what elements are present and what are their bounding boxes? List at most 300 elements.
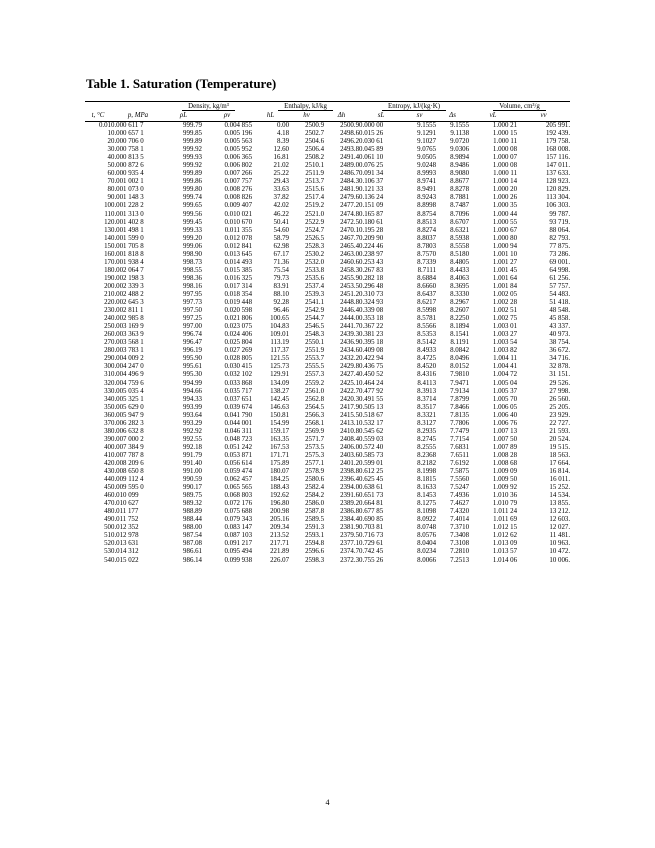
table-row <box>85 420 570 428</box>
cell-entropy-vapor: 8.0066 <box>417 556 437 564</box>
cell-pressure: 0.002 645 3 <box>111 299 144 307</box>
cell-entropy-liquid: 0.061 10 <box>359 154 384 162</box>
cell-volume-liquid: 1.000 80 <box>492 234 518 242</box>
cell-temperature: 26 <box>104 331 111 339</box>
cell-density-liquid: 987.54 <box>183 532 202 540</box>
cell-volume-vapor: 38 754. <box>549 339 571 347</box>
cell-entropy-liquid: 0.324 93 <box>359 299 384 307</box>
cell-density-liquid: 992.55 <box>183 435 202 443</box>
cell-entropy-difference: 7.8799 <box>450 395 470 403</box>
cell-entropy-difference: 8.4063 <box>450 274 470 282</box>
cell-density-liquid: 999.86 <box>183 178 202 186</box>
cell-entropy-difference: 8.7096 <box>450 210 470 218</box>
cell-entropy-difference: 7.7806 <box>450 419 470 427</box>
cell-temperature: 34 <box>104 395 111 403</box>
cell-entropy-vapor: 8.5142 <box>417 339 437 347</box>
cell-volume-liquid: 1.007 89 <box>492 443 518 451</box>
cell-entropy-liquid: 0.030 61 <box>359 138 384 146</box>
cell-pressure: 0.001 313 0 <box>111 210 144 218</box>
cell-temperature: 18 <box>104 266 111 274</box>
cell-density-liquid: 992.18 <box>183 443 202 451</box>
cell-entropy-liquid: 0.381 23 <box>359 331 384 339</box>
cell-entropy-liquid: 0.000 00 <box>359 122 384 129</box>
cell-enthalpy-difference: 2374.7 <box>340 548 360 556</box>
cell-enthalpy-difference: 2470.1 <box>340 226 360 234</box>
cell-pressure: 0.001 148 3 <box>111 194 144 202</box>
cell-entropy-vapor: 8.3321 <box>417 411 437 419</box>
cell-entropy-difference: 7.5560 <box>450 476 470 484</box>
cell-volume-liquid: 1.000 67 <box>492 226 518 234</box>
cell-enthalpy-vapor: 2571.7 <box>305 435 325 443</box>
cell-density-vapor: 0.005 952 <box>224 146 253 154</box>
cell-entropy-liquid: 0.015 26 <box>359 130 384 138</box>
cell-entropy-liquid: 0.195 28 <box>359 226 384 234</box>
table-row <box>85 154 570 162</box>
table-row <box>85 540 570 548</box>
cell-entropy-difference: 7.4320 <box>450 508 470 516</box>
table-row <box>85 211 570 219</box>
cell-entropy-difference: 8.7487 <box>450 202 470 210</box>
cell-volume-liquid: 1.008 68 <box>492 459 518 467</box>
cell-pressure: 0.000 758 1 <box>111 146 144 154</box>
cell-volume-vapor: 54 483. <box>549 290 571 298</box>
cell-density-liquid: 999.89 <box>183 138 202 146</box>
cell-enthalpy-difference: 2394.0 <box>340 484 360 492</box>
cell-enthalpy-liquid: 129.91 <box>270 371 290 379</box>
cell-volume-vapor: 18 563. <box>549 451 571 459</box>
cell-enthalpy-difference: 2463.0 <box>340 250 360 258</box>
cell-density-vapor: 0.016 325 <box>224 274 253 282</box>
cell-entropy-difference: 8.3330 <box>450 290 470 298</box>
cell-pressure: 0.014 312 <box>111 548 139 556</box>
cell-entropy-vapor: 8.7570 <box>417 250 437 258</box>
table-row <box>85 548 570 556</box>
cell-temperature: 35 <box>104 403 111 411</box>
cell-entropy-difference: 7.9134 <box>450 387 470 395</box>
cell-enthalpy-difference: 2465.4 <box>340 242 360 250</box>
cell-density-liquid: 988.44 <box>183 516 202 524</box>
table-row <box>85 500 570 508</box>
cell-density-liquid: 997.00 <box>183 323 202 331</box>
cell-density-vapor: 0.013 645 <box>224 250 253 258</box>
cell-enthalpy-liquid: 25.22 <box>273 170 290 178</box>
cell-entropy-vapor: 8.4933 <box>417 347 437 355</box>
cell-enthalpy-liquid: 50.41 <box>273 218 290 226</box>
cell-pressure: 0.006 632 8 <box>111 427 144 435</box>
cell-density-vapor: 0.072 176 <box>224 500 253 508</box>
cell-volume-vapor: 14 534. <box>549 492 571 500</box>
cell-entropy-liquid: 0.518 67 <box>359 411 384 419</box>
cell-pressure: 0.005 947 9 <box>111 411 144 419</box>
cell-volume-liquid: 1.013 57 <box>492 548 518 556</box>
cell-volume-vapor: 82 793. <box>549 234 571 242</box>
enthalpy-group-label: Enthalpy, kJ/kg <box>252 102 359 113</box>
cell-enthalpy-vapor: 2562.8 <box>305 395 325 403</box>
cell-volume-vapor: 64 998. <box>549 266 571 274</box>
cell-volume-vapor: 22 727. <box>549 419 571 427</box>
cell-volume-vapor: 12 603. <box>549 516 571 524</box>
cell-temperature: 3 <box>107 146 111 154</box>
cell-enthalpy-difference: 2453.5 <box>340 282 360 290</box>
cell-pressure: 0.001 002 1 <box>111 178 144 186</box>
cell-pressure: 0.004 009 2 <box>111 355 144 363</box>
table-header <box>85 102 570 122</box>
cell-volume-liquid: 1.010 79 <box>492 500 518 508</box>
table-row <box>85 557 570 565</box>
cell-density-liquid: 991.79 <box>183 451 202 459</box>
cell-entropy-difference: 8.6321 <box>450 226 470 234</box>
cell-enthalpy-liquid: 21.02 <box>273 162 290 170</box>
cell-entropy-difference: 8.7881 <box>450 194 470 202</box>
cell-volume-liquid: 1.001 84 <box>492 282 518 290</box>
cell-enthalpy-vapor: 2568.1 <box>305 419 325 427</box>
cell-volume-liquid: 1.000 26 <box>492 194 518 202</box>
cell-temperature: 0.01 <box>98 122 111 129</box>
cell-enthalpy-liquid: 0.00 <box>276 122 290 129</box>
cell-entropy-liquid: 0.572 40 <box>359 443 384 451</box>
cell-enthalpy-difference: 2489.0 <box>340 162 360 170</box>
cell-entropy-vapor: 8.4725 <box>417 355 437 363</box>
cell-density-liquid: 999.93 <box>183 154 202 162</box>
cell-entropy-vapor: 8.0404 <box>417 540 437 548</box>
table-row <box>85 388 570 396</box>
cell-volume-vapor: 157 116. <box>546 154 571 162</box>
cell-volume-liquid: 1.000 20 <box>492 186 518 194</box>
cell-enthalpy-vapor: 2559.2 <box>305 379 325 387</box>
cell-density-liquid: 993.99 <box>183 403 202 411</box>
cell-volume-liquid: 1.000 35 <box>492 202 518 210</box>
cell-entropy-vapor: 9.1555 <box>417 122 437 129</box>
cell-density-vapor: 0.099 938 <box>224 556 253 564</box>
cell-enthalpy-difference: 2432.2 <box>340 355 360 363</box>
cell-volume-vapor: 51 418. <box>549 299 571 307</box>
cell-entropy-vapor: 8.4520 <box>417 363 437 371</box>
cell-enthalpy-difference: 2401.2 <box>340 459 360 467</box>
cell-enthalpy-liquid: 171.71 <box>270 451 290 459</box>
cell-entropy-vapor: 9.1291 <box>417 130 437 138</box>
cell-volume-vapor: 32 878. <box>549 363 571 371</box>
cell-enthalpy-vapor: 2517.4 <box>305 194 325 202</box>
cell-density-vapor: 0.051 242 <box>224 443 253 451</box>
cell-enthalpy-vapor: 2528.3 <box>305 242 325 250</box>
cell-enthalpy-difference: 2372.3 <box>340 556 360 564</box>
cell-pressure: 0.012 978 <box>111 532 139 540</box>
cell-enthalpy-vapor: 2519.2 <box>305 202 325 210</box>
cell-volume-liquid: 1.005 04 <box>492 379 518 387</box>
cell-pressure: 0.008 650 8 <box>111 468 144 476</box>
cell-enthalpy-vapor: 2535.6 <box>305 274 325 282</box>
cell-density-vapor: 0.025 804 <box>224 339 253 347</box>
cell-temperature: 44 <box>104 476 111 484</box>
table-row <box>85 331 570 339</box>
cell-temperature: 5 <box>107 162 111 170</box>
cell-enthalpy-vapor: 2526.5 <box>305 234 325 242</box>
cell-temperature: 28 <box>104 347 111 355</box>
cell-enthalpy-liquid: 46.22 <box>273 210 290 218</box>
cell-density-liquid: 999.92 <box>183 162 202 170</box>
cell-entropy-vapor: 8.5998 <box>417 307 437 315</box>
cell-temperature: 27 <box>104 339 111 347</box>
cell-enthalpy-difference: 2398.8 <box>340 468 360 476</box>
cell-enthalpy-liquid: 42.02 <box>273 202 290 210</box>
cell-pressure: 0.001 228 2 <box>111 202 144 210</box>
table-row <box>85 235 570 243</box>
cell-density-liquid: 991.40 <box>183 459 202 467</box>
cell-density-vapor: 0.006 365 <box>224 154 253 162</box>
cell-entropy-vapor: 9.0248 <box>417 162 437 170</box>
cell-enthalpy-liquid: 92.28 <box>273 299 290 307</box>
cell-enthalpy-difference: 2403.6 <box>340 451 360 459</box>
cell-density-liquid: 988.89 <box>183 508 202 516</box>
cell-enthalpy-vapor: 2546.5 <box>305 323 325 331</box>
cell-volume-vapor: 10 472. <box>549 548 571 556</box>
cell-density-vapor: 0.019 448 <box>224 299 253 307</box>
cell-pressure: 0.013 631 <box>111 540 139 548</box>
cell-temperature: 22 <box>104 299 111 307</box>
cell-density-vapor: 0.032 102 <box>224 371 253 379</box>
cell-entropy-vapor: 8.4113 <box>417 379 437 387</box>
cell-entropy-liquid: 0.532 17 <box>359 419 384 427</box>
cell-density-liquid: 994.99 <box>183 379 202 387</box>
cell-entropy-difference: 7.4627 <box>450 500 470 508</box>
cell-entropy-vapor: 8.6884 <box>417 274 437 282</box>
cell-enthalpy-liquid: 33.63 <box>273 186 290 194</box>
cell-enthalpy-vapor: 2530.2 <box>305 250 325 258</box>
cell-density-vapor: 0.037 651 <box>224 395 253 403</box>
cell-volume-liquid: 1.002 51 <box>492 307 518 315</box>
cell-enthalpy-difference: 2377.1 <box>340 540 360 548</box>
cell-enthalpy-difference: 2479.6 <box>340 194 360 202</box>
cell-entropy-difference: 7.6192 <box>450 459 470 467</box>
cell-volume-liquid: 1.007 13 <box>492 427 518 435</box>
cell-entropy-liquid: 0.599 01 <box>359 459 384 467</box>
cell-enthalpy-vapor: 2506.4 <box>305 146 325 154</box>
table-row <box>85 508 570 516</box>
cell-temperature: 41 <box>104 451 111 459</box>
table-row <box>85 315 570 323</box>
cell-pressure: 0.000 611 7 <box>111 122 144 129</box>
cell-temperature: 9 <box>107 194 111 202</box>
cell-entropy-liquid: 0.477 92 <box>359 387 384 395</box>
cell-pressure: 0.005 629 0 <box>111 403 144 411</box>
cell-entropy-vapor: 8.2182 <box>417 459 437 467</box>
cell-entropy-liquid: 0.091 34 <box>359 170 384 178</box>
cell-enthalpy-difference: 2491.4 <box>340 154 360 162</box>
table-row <box>85 323 570 331</box>
cell-entropy-liquid: 0.136 24 <box>359 194 384 202</box>
cell-pressure: 0.003 783 1 <box>111 347 144 355</box>
cell-volume-vapor: 137 633. <box>545 170 571 178</box>
cell-volume-vapor: 13 212. <box>549 508 571 516</box>
cell-entropy-liquid: 0.106 37 <box>359 178 384 186</box>
cell-enthalpy-difference: 2434.6 <box>340 347 360 355</box>
cell-entropy-liquid: 0.367 22 <box>359 323 384 331</box>
cell-pressure: 0.001 402 8 <box>111 218 144 226</box>
cell-volume-vapor: 61 256. <box>549 274 571 282</box>
cell-volume-liquid: 1.011 69 <box>493 516 518 524</box>
cell-density-liquid: 995.90 <box>183 355 202 363</box>
cell-pressure: 0.009 595 0 <box>111 484 144 492</box>
cell-enthalpy-liquid: 4.18 <box>276 130 290 138</box>
cell-density-vapor: 0.075 688 <box>224 508 253 516</box>
cell-volume-vapor: 113 304. <box>546 194 571 202</box>
cell-density-vapor: 0.004 855 <box>224 122 253 129</box>
cell-pressure: 0.005 325 1 <box>111 395 144 403</box>
cell-volume-liquid: 1.001 10 <box>492 250 518 258</box>
cell-enthalpy-difference: 2384.4 <box>340 516 360 524</box>
cell-entropy-difference: 8.4433 <box>450 266 470 274</box>
cell-enthalpy-liquid: 209.34 <box>270 524 290 532</box>
cell-pressure: 0.004 759 6 <box>111 379 144 387</box>
cell-volume-liquid: 1.008 28 <box>492 451 518 459</box>
cell-volume-vapor: 10 963. <box>549 540 571 548</box>
cell-entropy-vapor: 8.8754 <box>417 210 437 218</box>
cell-enthalpy-vapor: 2596.6 <box>305 548 325 556</box>
cell-density-liquid: 998.55 <box>183 266 202 274</box>
cell-density-vapor: 0.017 314 <box>224 282 253 290</box>
table-row <box>85 404 570 412</box>
cell-volume-vapor: 10 006. <box>549 556 571 564</box>
cell-pressure: 0.000 706 0 <box>111 138 144 146</box>
cell-entropy-difference: 7.3710 <box>450 524 470 532</box>
cell-temperature: 11 <box>104 210 111 218</box>
cell-density-vapor: 0.091 217 <box>224 540 253 548</box>
cell-pressure: 0.002 198 3 <box>111 274 144 282</box>
cell-enthalpy-liquid: 221.89 <box>270 548 290 556</box>
cell-pressure: 0.001 073 0 <box>111 186 144 194</box>
cell-entropy-difference: 9.1555 <box>450 122 470 129</box>
cell-density-liquid: 997.73 <box>183 299 202 307</box>
cell-volume-liquid: 1.000 21 <box>492 122 518 129</box>
cell-volume-vapor: 25 205. <box>549 403 571 411</box>
cell-enthalpy-difference: 2444.0 <box>340 315 360 323</box>
cell-enthalpy-liquid: 200.98 <box>270 508 290 516</box>
cell-entropy-difference: 8.9894 <box>450 154 470 162</box>
cell-entropy-liquid: 0.296 48 <box>359 282 384 290</box>
cell-enthalpy-liquid: 121.55 <box>270 355 290 363</box>
cell-enthalpy-liquid: 150.81 <box>270 411 290 419</box>
cell-entropy-liquid: 0.253 43 <box>359 258 384 266</box>
cell-enthalpy-vapor: 2564.5 <box>305 403 325 411</box>
cell-enthalpy-vapor: 2542.9 <box>305 307 325 315</box>
cell-enthalpy-vapor: 2555.5 <box>305 363 325 371</box>
cell-enthalpy-liquid: 180.07 <box>270 468 290 476</box>
cell-volume-liquid: 1.002 75 <box>492 315 518 323</box>
cell-enthalpy-vapor: 2504.6 <box>305 138 325 146</box>
cell-entropy-vapor: 8.9993 <box>417 170 437 178</box>
cell-entropy-vapor: 8.0748 <box>417 524 437 532</box>
cell-entropy-liquid: 0.545 62 <box>359 427 384 435</box>
cell-enthalpy-liquid: 12.60 <box>273 146 290 154</box>
table-row <box>85 307 570 315</box>
cell-temperature: 15 <box>104 242 111 250</box>
cell-density-vapor: 0.007 757 <box>224 178 253 186</box>
cell-density-vapor: 0.021 806 <box>224 315 253 323</box>
cell-volume-liquid: 1.001 64 <box>492 274 518 282</box>
cell-volume-liquid: 1.002 05 <box>492 290 518 298</box>
cell-entropy-liquid: 0.690 85 <box>359 516 384 524</box>
cell-entropy-liquid: 0.224 46 <box>359 242 384 250</box>
cell-entropy-liquid: 0.703 81 <box>359 524 384 532</box>
cell-entropy-liquid: 0.310 73 <box>359 290 384 298</box>
cell-entropy-difference: 8.9080 <box>450 170 470 178</box>
cell-enthalpy-difference: 2422.7 <box>340 387 360 395</box>
cell-enthalpy-vapor: 2539.3 <box>305 290 325 298</box>
cell-enthalpy-vapor: 2594.8 <box>305 540 325 548</box>
cell-density-liquid: 997.50 <box>183 307 202 315</box>
cell-enthalpy-vapor: 2578.9 <box>305 468 325 476</box>
cell-entropy-difference: 8.5180 <box>450 250 470 258</box>
cell-temperature: 53 <box>104 548 111 556</box>
cell-density-vapor: 0.018 354 <box>224 290 253 298</box>
cell-enthalpy-difference: 2386.8 <box>340 508 360 516</box>
cell-pressure: 0.001 818 8 <box>111 250 144 258</box>
cell-enthalpy-liquid: 67.17 <box>273 250 290 258</box>
cell-enthalpy-liquid: 213.52 <box>270 532 290 540</box>
cell-density-vapor: 0.012 078 <box>224 234 253 242</box>
cell-entropy-vapor: 8.7339 <box>417 258 437 266</box>
cell-enthalpy-vapor: 2510.1 <box>305 162 325 170</box>
cell-volume-vapor: 11 481. <box>549 532 571 540</box>
cell-temperature: 21 <box>104 290 111 298</box>
cell-temperature: 39 <box>104 435 111 443</box>
cell-pressure: 0.011 752 <box>111 516 139 524</box>
cell-entropy-liquid: 0.267 83 <box>359 266 384 274</box>
cell-temperature: 4 <box>107 154 111 162</box>
cell-volume-vapor: 20 524. <box>549 435 571 443</box>
cell-enthalpy-liquid: 117.37 <box>270 347 290 355</box>
cell-volume-vapor: 147 011. <box>546 162 571 170</box>
cell-enthalpy-difference: 2455.9 <box>340 274 360 282</box>
cell-density-vapor: 0.014 493 <box>224 258 253 266</box>
cell-entropy-vapor: 8.0922 <box>417 516 437 524</box>
cell-enthalpy-liquid: 163.35 <box>270 435 290 443</box>
cell-enthalpy-liquid: 217.71 <box>270 540 290 548</box>
cell-entropy-liquid: 0.742 45 <box>359 548 384 556</box>
cell-volume-liquid: 1.014 06 <box>492 556 518 564</box>
cell-entropy-vapor: 8.1998 <box>417 468 437 476</box>
cell-density-vapor: 0.010 670 <box>224 218 253 226</box>
cell-pressure: 0.007 384 9 <box>111 443 144 451</box>
cell-enthalpy-liquid: 109.01 <box>270 331 290 339</box>
cell-temperature: 10 <box>104 202 111 210</box>
cell-density-liquid: 997.25 <box>183 315 202 323</box>
cell-enthalpy-difference: 2436.9 <box>340 339 360 347</box>
cell-pressure: 0.000 813 5 <box>111 154 144 162</box>
cell-enthalpy-difference: 2413.1 <box>340 419 360 427</box>
cell-enthalpy-vapor: 2548.3 <box>305 331 325 339</box>
cell-enthalpy-vapor: 2598.3 <box>305 556 325 564</box>
cell-density-liquid: 999.45 <box>183 218 202 226</box>
cell-density-vapor: 0.041 790 <box>224 411 253 419</box>
cell-enthalpy-vapor: 2521.0 <box>305 210 325 218</box>
cell-enthalpy-liquid: 29.43 <box>273 178 290 186</box>
cell-volume-liquid: 1.003 82 <box>492 347 518 355</box>
cell-entropy-vapor: 8.1633 <box>417 484 437 492</box>
cell-volume-liquid: 1.013 09 <box>492 540 518 548</box>
table-row <box>85 267 570 275</box>
table-body <box>85 122 570 565</box>
cell-entropy-difference: 7.4936 <box>450 492 470 500</box>
cell-temperature: 40 <box>104 443 111 451</box>
cell-density-liquid: 999.56 <box>183 210 202 218</box>
cell-density-vapor: 0.053 871 <box>224 451 253 459</box>
cell-entropy-vapor: 8.2555 <box>417 443 437 451</box>
cell-enthalpy-liquid: 37.82 <box>273 194 290 202</box>
cell-density-liquid: 991.00 <box>183 468 202 476</box>
cell-entropy-vapor: 8.1098 <box>417 508 437 516</box>
table-row <box>85 524 570 532</box>
